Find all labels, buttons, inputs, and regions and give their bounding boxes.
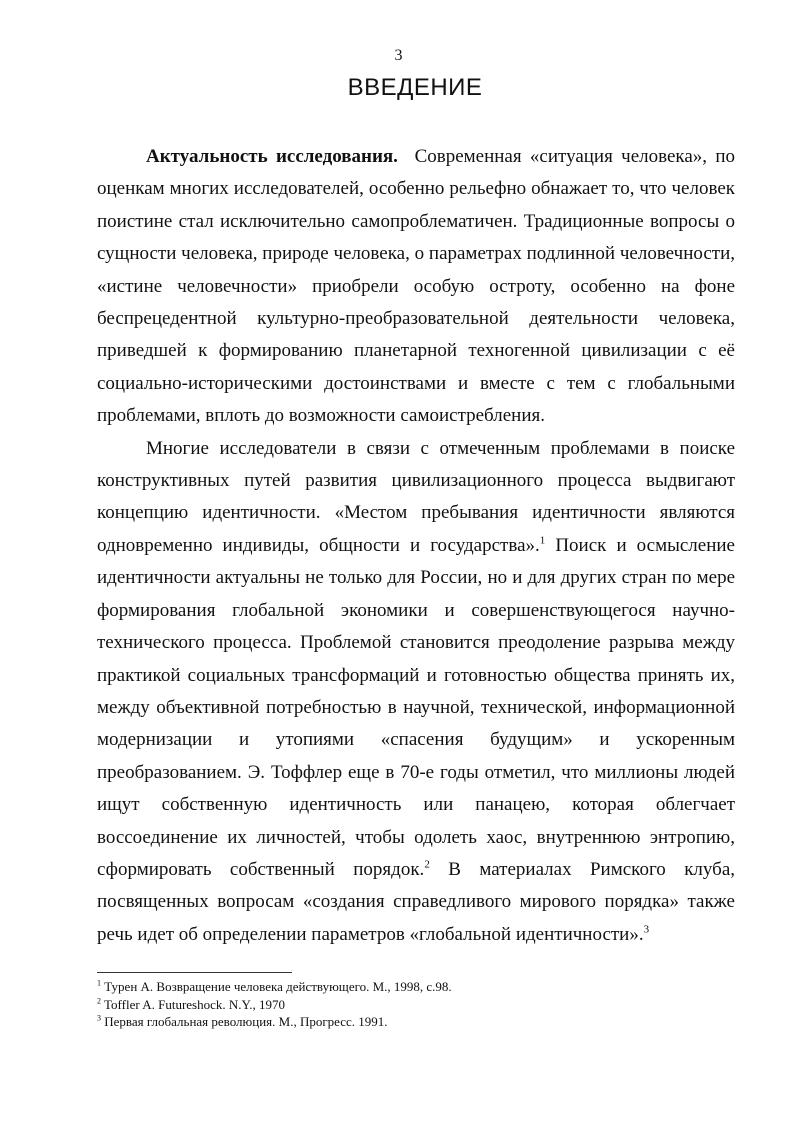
paragraph-text: Многие исследователи в связи с отмеченным проблемами в поиске конструктивных путей развития цивилизационного процесса выдвигают концепцию идентичности. «Местом пребывания идентичности являются одновременно индивиды, общности и государства». <box>97 437 735 556</box>
paragraph-text: В материалах Римского клуба, посвященных вопросам «создания справедливого мирового порядка» также речь идет об определении параметров «глобальной идентичности». <box>97 858 736 945</box>
paragraph-relevance <box>97 141 735 433</box>
footnote-mark: 3 <box>97 1013 101 1023</box>
paragraph-text: Поиск и осмысление идентичности актуальны не только для России, но и для других стран по мере формирования глобальной экономики и совершенствующегося научно-технического процесса. Проблемой становится преодоление разрыва между практикой социальных трансформаций и готовностью общества принять их, между объективной потребностью в научной, технической, информационной модернизации и утопиями «спасения будущим» и ускоренным преобразованием. Э. Тоффлер еще в 70-е годы отметил, что миллионы людей ищут собственную идентичность или панацею, которая облегчает воссоединение их личностей, чтобы одолеть хаос, внутреннюю энтропию, сформировать собственный порядок. <box>97 534 735 880</box>
footnote-text: Первая глобальная революция. М., Прогресс. 1991. <box>104 1014 388 1029</box>
document-body <box>97 141 735 951</box>
footnote-divider <box>97 972 292 973</box>
page-title: ВВЕДЕНИЕ <box>347 74 483 101</box>
footnote-ref[interactable]: 1 <box>539 534 546 547</box>
paragraph-text: Современная «ситуация человека», по оценкам многих исследователей, особенно рельефно обнажает то, что человек поистине стал исключительно самопроблематичен. Традиционные вопросы о сущности человека, природе человека, о параметрах подлинной человечности, «истине человечности» приобрели особую остроту, особенно на фоне беспрецедентной культурно-преобразовательной деятельности человека, приведшей к формированию планетарной техногенной цивилизации с её социально-историческими достоинствами и вместе с тем с глобальными проблемами, вплоть до возможности самоистребления. <box>97 146 736 427</box>
paragraph-identity <box>97 433 735 952</box>
footnote <box>97 978 737 996</box>
footnote-mark: 1 <box>97 978 101 988</box>
footnote-text: Toffler A. Futureshock. N.Y., 1970 <box>104 996 285 1012</box>
footnotes <box>97 978 737 1031</box>
footnote-mark: 2 <box>97 996 101 1006</box>
footnote-ref[interactable]: 2 <box>424 858 430 871</box>
footnote <box>97 1013 737 1031</box>
footnote-ref[interactable]: 3 <box>643 923 650 936</box>
footnote <box>97 996 737 1014</box>
section-lead: Актуальность исследования. <box>146 146 398 167</box>
footnote-text: Турен А. Возвращение человека действующего. М., 1998, с.98. <box>104 979 452 994</box>
page-number: 3 <box>394 47 403 64</box>
